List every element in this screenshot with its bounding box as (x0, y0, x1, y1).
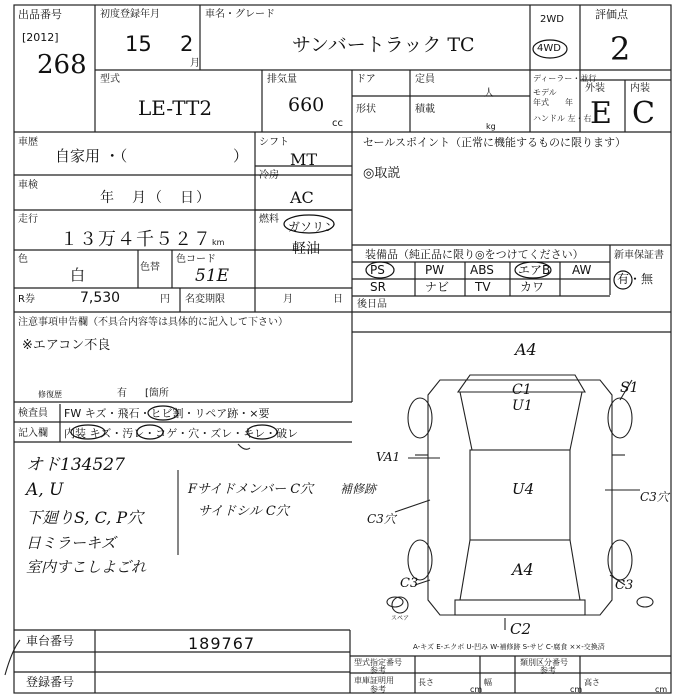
lot-number: 268 (37, 50, 87, 80)
grade-label: 評価点 (595, 8, 628, 21)
diagram-label-c3-right: C3穴 (640, 490, 669, 504)
equip-airbag: エアB (518, 263, 551, 277)
equip-tv: TV (475, 280, 491, 294)
model-year-label: モデル (533, 88, 557, 97)
exterior-label: 外装 (585, 83, 605, 94)
displacement-label: 排気量 (267, 74, 297, 85)
car-name-label: 車名・グレード (205, 9, 275, 20)
registration-year: 15 (125, 32, 152, 56)
color-value: 白 (70, 266, 86, 284)
damage-legend: A-キズ E-エクボ U-凹み W-補修跡 S-サビ C-腐食 ××-交換済 (413, 643, 605, 651)
chassis-number: 189767 (188, 634, 256, 653)
history-close: ） (233, 147, 249, 165)
inspector-row-1: FW キズ・飛石・ヒビ割・リペア跡・×要 (64, 407, 270, 420)
interior-grade: C (632, 96, 655, 131)
equip-sr: SR (370, 280, 386, 294)
month-unit: 月 (190, 58, 200, 69)
equip-pw: PW (425, 263, 445, 277)
class-number-label: 類別区分番号 (520, 658, 568, 667)
registration-number-label: 登録番号 (26, 675, 75, 689)
diagram-label-c3-rear-left: C3 (400, 576, 419, 591)
shift-label: シフト (259, 137, 289, 148)
memo-mirror: 日ミラーキズ (26, 534, 116, 552)
sales-point-title: セールスポイント（正常に機能するものに限ります） (363, 136, 627, 149)
diagram-label-c1: C1 (512, 382, 532, 398)
repair-history-value: 有 (117, 388, 127, 399)
drive-2wd: 2WD (540, 14, 564, 25)
rear-items-label: 後日品 (357, 299, 387, 310)
fuel-diesel: 軽油 (292, 241, 320, 257)
equip-abs: ABS (470, 263, 494, 277)
capacity-label: 定員 (415, 74, 435, 85)
diagram-label-va1: VA1 (376, 450, 401, 464)
exterior-grade: E (590, 96, 612, 131)
diagram-label-front-a4: A4 (515, 340, 537, 359)
equip-leather: カワ (520, 280, 545, 294)
type-number-label: 型式指定番号 (354, 658, 402, 667)
memo-interior: 室内すこしよごれ (26, 558, 147, 576)
equip-ps: PS (370, 263, 385, 277)
garage-cert-ref: 参考 (370, 685, 386, 694)
dealer-label: ディーラー・並行 (533, 74, 597, 83)
ac-label: 冷房 (259, 170, 279, 181)
length-unit: cm (470, 685, 483, 694)
color-label: 色 (18, 254, 28, 265)
inspector-label: 検査員 (18, 408, 48, 419)
memo-repair-trace: 補修跡 (340, 482, 377, 496)
registration-month: 2 (180, 32, 194, 56)
lot-number-label: 出品番号 (18, 8, 62, 21)
diagram-label-rear-a4: A4 (512, 560, 534, 579)
yen-unit: 円 (160, 294, 170, 305)
fuel-gasoline: ガソリン (288, 220, 337, 234)
width-unit: cm (570, 685, 583, 694)
diagram-label-c3-left: C3穴 (367, 512, 396, 526)
height-unit: cm (655, 685, 668, 694)
inspector-row-2: 内装 キズ・汚レ・コゲ・穴・ズレ・キレ・破レ (64, 427, 299, 440)
cc-unit: cc (332, 118, 343, 129)
sales-manual: ◎取説 (363, 166, 401, 181)
inspection-value: 年 月（ 日） (100, 190, 212, 206)
person-unit: 人 (484, 88, 494, 99)
shift-value: MT (290, 150, 318, 169)
drive-4wd: 4WD (537, 43, 561, 54)
door-label: ドア (356, 74, 376, 85)
kg-unit: kg (486, 122, 496, 131)
name-change-label: 名変期限 (185, 294, 225, 305)
history-label: 車歴 (18, 137, 38, 148)
recycle-value: 7,530 (80, 290, 121, 306)
handle-label: ハンドル 左・右 (533, 114, 592, 123)
color-code: 51E (195, 266, 230, 286)
mileage: １３万４千５２７ (60, 229, 212, 250)
equip-aw: AW (572, 263, 592, 277)
inspection-label: 車検 (18, 180, 38, 191)
km-unit: km (212, 238, 225, 247)
memo-label: 記入欄 (18, 428, 48, 439)
diagram-label-u1: U1 (512, 398, 533, 414)
displacement: 660 (288, 94, 325, 116)
height-label: 高さ (584, 678, 600, 687)
day-label: 日 (333, 294, 343, 305)
diagram-label-c2: C2 (510, 620, 532, 638)
spare-tire-label: スペア (391, 615, 410, 622)
memo-odometer: オド134527 (26, 455, 125, 475)
color-code-label: 色コード (176, 254, 216, 265)
memo-front-side-member: Fサイドメンバー C穴 (188, 482, 314, 497)
model-type: LE-TT2 (138, 96, 213, 120)
year-label: 年式 (533, 98, 549, 107)
load-label: 積載 (415, 104, 435, 115)
memo-underbody: 下廻りS, C, P穴 (26, 508, 144, 527)
width-label: 幅 (484, 678, 492, 687)
model-type-label: 型式 (100, 74, 120, 85)
car-name: サンバートラック TC (292, 34, 475, 56)
garage-cert-label: 車庫証明用 (354, 676, 394, 685)
overall-grade: 2 (610, 30, 631, 68)
shape-label: 形状 (356, 104, 376, 115)
history-value: 自家用 ・（ (55, 147, 128, 165)
diagram-label-c3-rear-right: C3 (615, 578, 634, 593)
repair-location-label: [箇所 (145, 388, 169, 399)
length-label: 長さ (418, 678, 434, 687)
color-change-label: 色替 (140, 262, 160, 273)
month-label: 月 (283, 294, 293, 305)
diagram-label-u4: U4 (512, 480, 535, 498)
warranty-label: 新車保証書 (614, 250, 664, 261)
notes-title: 注意事項申告欄（不具合内容等は具体的に記入して下さい） (18, 317, 288, 328)
interior-label: 内装 (630, 83, 650, 94)
notes-text: ※エアコン不良 (22, 338, 111, 353)
equip-navi: ナビ (425, 280, 450, 294)
year-tag: [2012] (22, 31, 59, 44)
warranty-value: 有・無 (617, 272, 654, 286)
mileage-label: 走行 (18, 214, 38, 225)
ac-value: AC (290, 188, 314, 207)
year-unit: 年 (565, 98, 573, 107)
recycle-label: R券 (18, 294, 35, 305)
class-number-ref: 参考 (540, 666, 556, 675)
first-registration-label: 初度登録年月 (100, 9, 160, 20)
equipment-title: 装備品（純正品に限り◎をつけてください） (365, 248, 584, 261)
repair-history-label: 修復歴 (38, 390, 62, 399)
memo-au: A, U (26, 480, 64, 500)
chassis-label: 車台番号 (26, 634, 75, 648)
memo-side-sill: サイドシル C穴 (198, 504, 289, 519)
fuel-label: 燃料 (259, 214, 279, 225)
type-number-ref: 参考 (370, 666, 386, 675)
diagram-label-s1: S1 (620, 380, 639, 396)
